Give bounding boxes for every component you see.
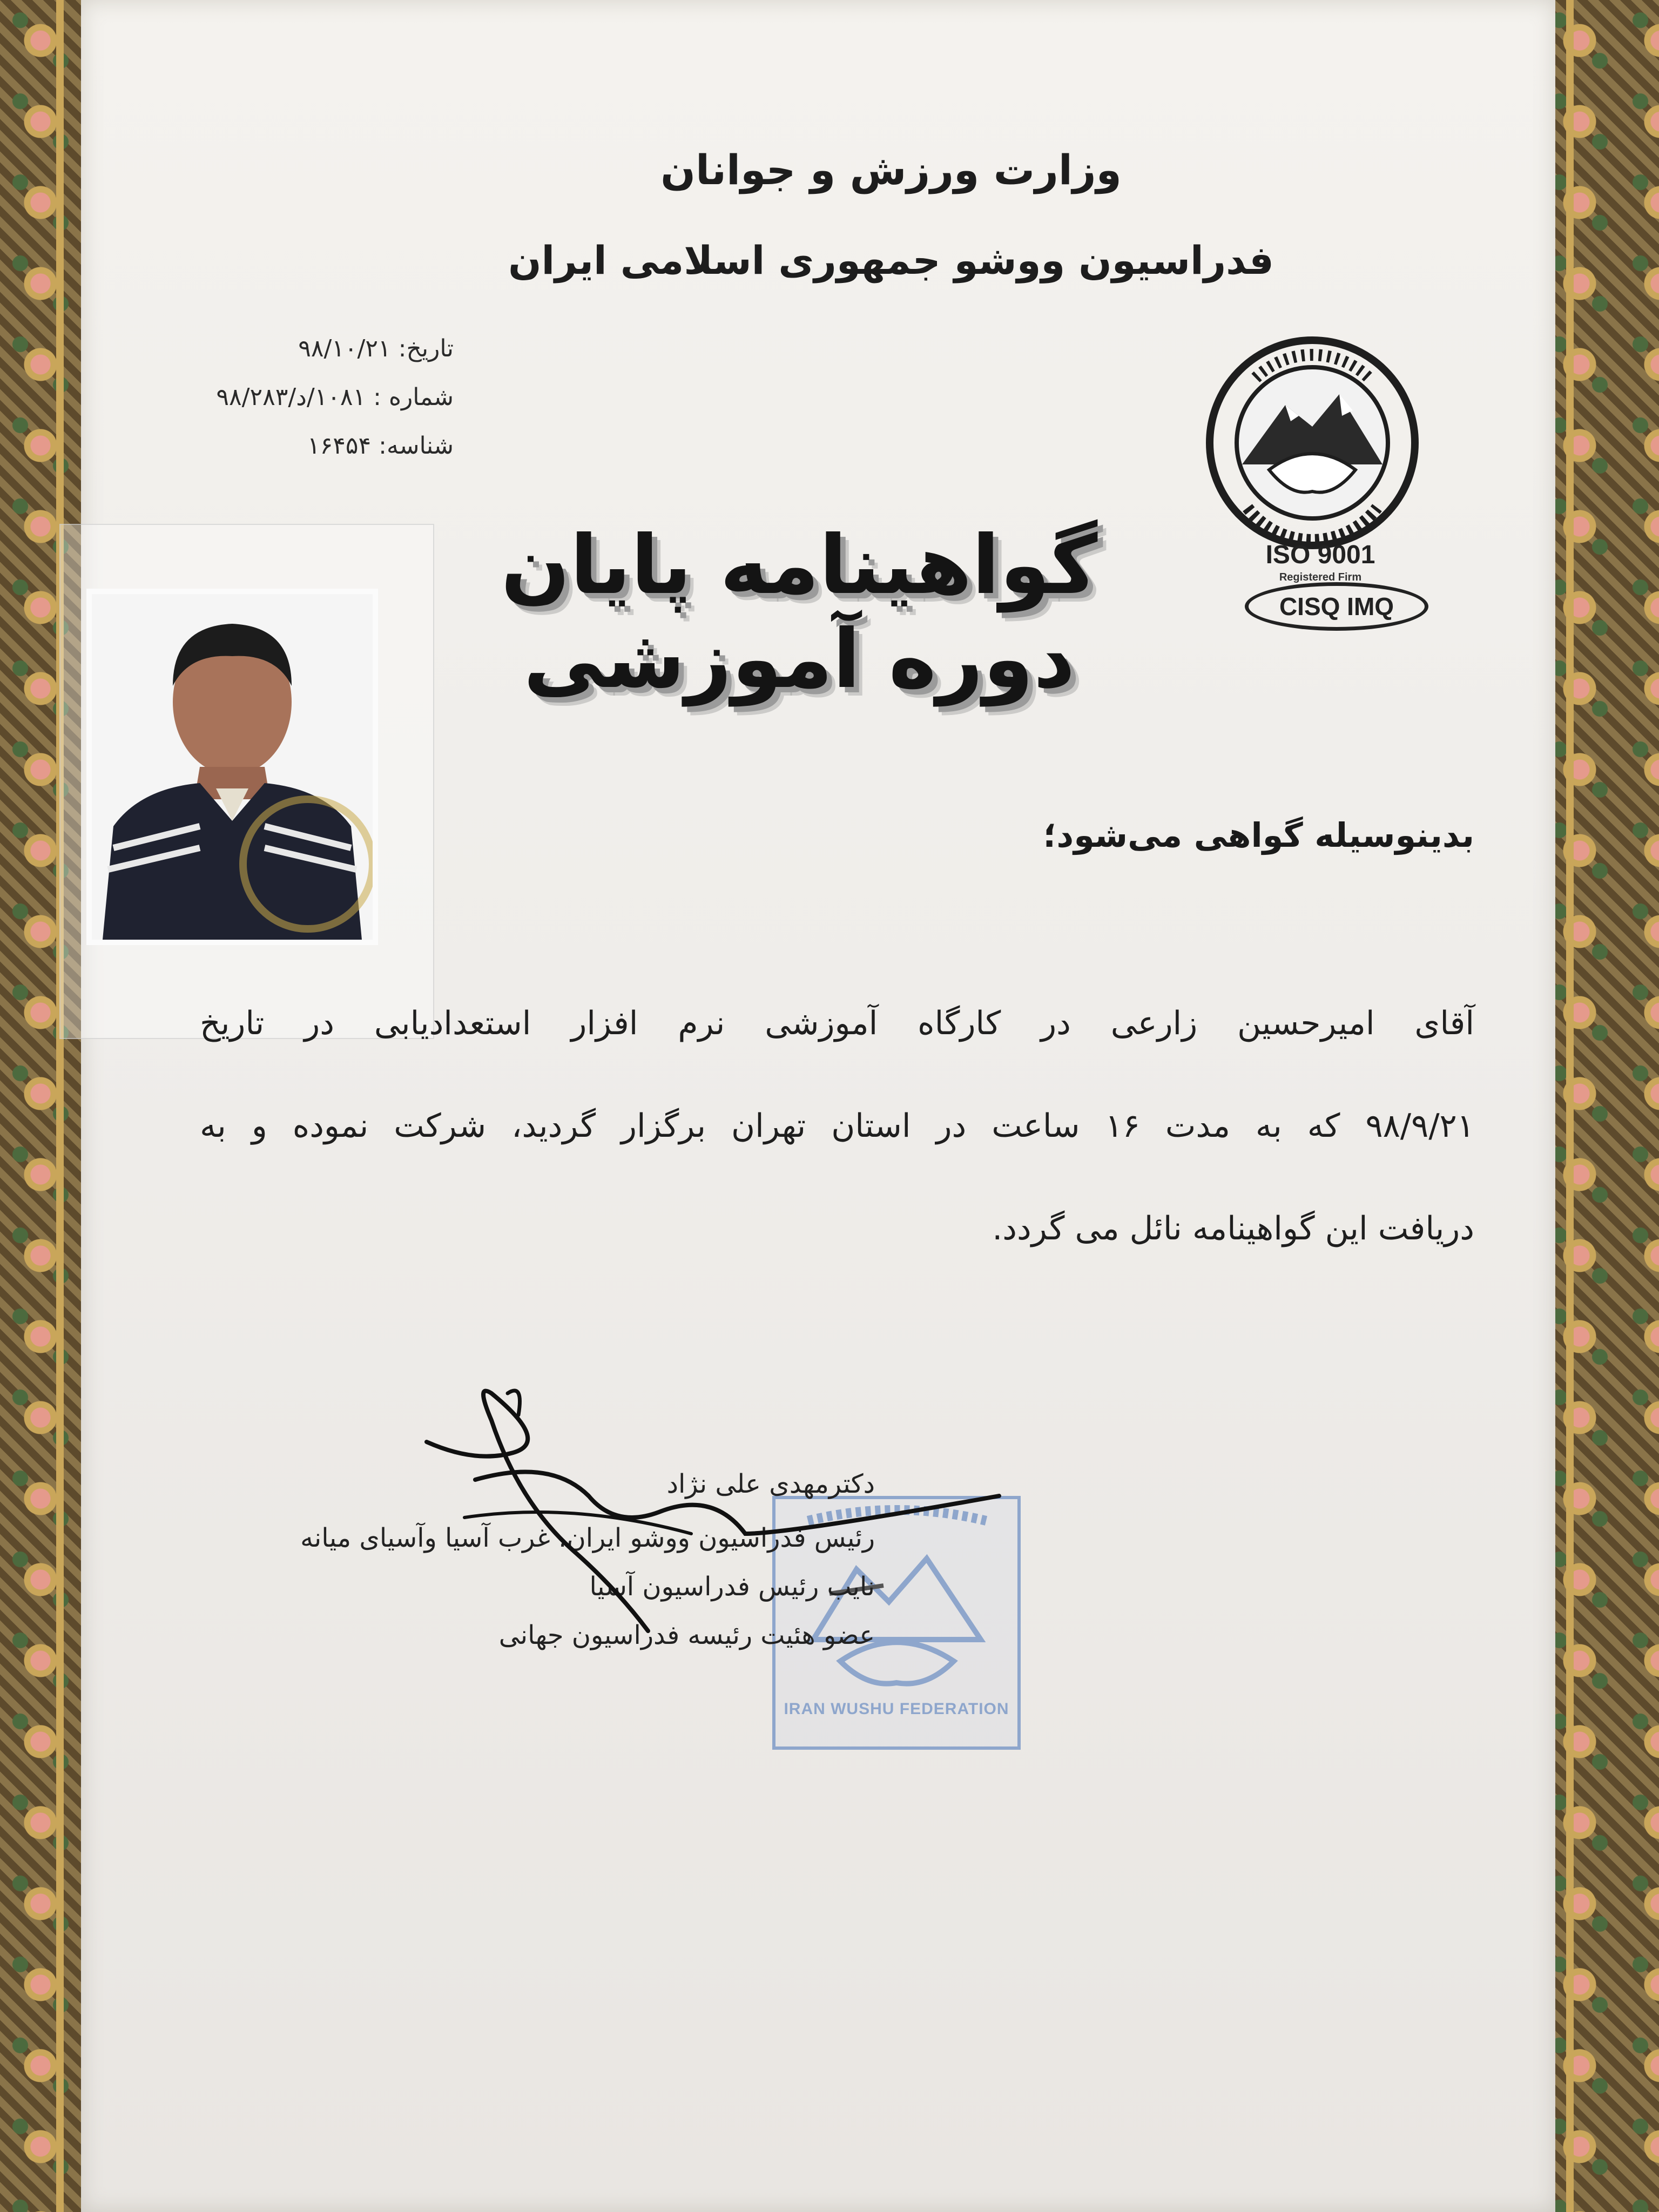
ministry-heading: وزارت ورزش و جوانان <box>660 146 1122 194</box>
signatory-name: دکترمهدی علی نژاد <box>666 1469 875 1499</box>
certificate-date: تاریخ: ۹۸/۱۰/۲۱ <box>298 335 454 362</box>
signatory-role-1: رئیس فدراسیون ووشو ایران، غرب آسیا وآسیای میانه <box>300 1523 875 1553</box>
signatory-role-3: عضو هئیت رئیسه فدراسیون جهانی <box>498 1620 875 1650</box>
certificate-number: شماره : ۱۰۸۱/د/۹۸/۲۸۳ <box>216 383 454 411</box>
imq-badge: CISQ IMQ <box>1245 582 1428 631</box>
iso-registered-label: Registered Firm <box>1279 571 1362 583</box>
iso-certification: ISO 9001 <box>1265 541 1375 569</box>
certificate-paper <box>81 0 1555 2212</box>
salutation-text: بدینوسیله گواهی می‌شود؛ <box>1043 815 1474 855</box>
wushu-federation-logo-icon <box>1204 335 1420 551</box>
body-line-3: دریافت این گواهینامه نائل می گردد. <box>992 1210 1474 1247</box>
federation-heading: فدراسیون ووشو جمهوری اسلامی ایران <box>508 238 1274 283</box>
recipient-photo <box>86 589 378 945</box>
signatory-role-2: نایب رئیس فدراسیون آسیا <box>589 1572 875 1602</box>
certificate-id: شناسه: ۱۶۴۵۴ <box>307 432 454 460</box>
body-line-2: ۹۸/۹/۲۱ که به مدت ۱۶ ساعت در استان تهران برگزار گردید، شرکت نموده و به <box>200 1107 1474 1145</box>
stamp-label: IRAN WUSHU FEDERATION <box>784 1700 1009 1718</box>
certificate-title: گواهینامه پایان دوره آموزشی <box>501 518 1098 706</box>
person-portrait-icon <box>92 594 373 940</box>
handwritten-signature-icon <box>410 1372 1015 1642</box>
body-line-1: آقای امیرحسین زارعی در کارگاه آموزشی نرم افزار استعدادیابی در تاریخ <box>200 1004 1474 1042</box>
